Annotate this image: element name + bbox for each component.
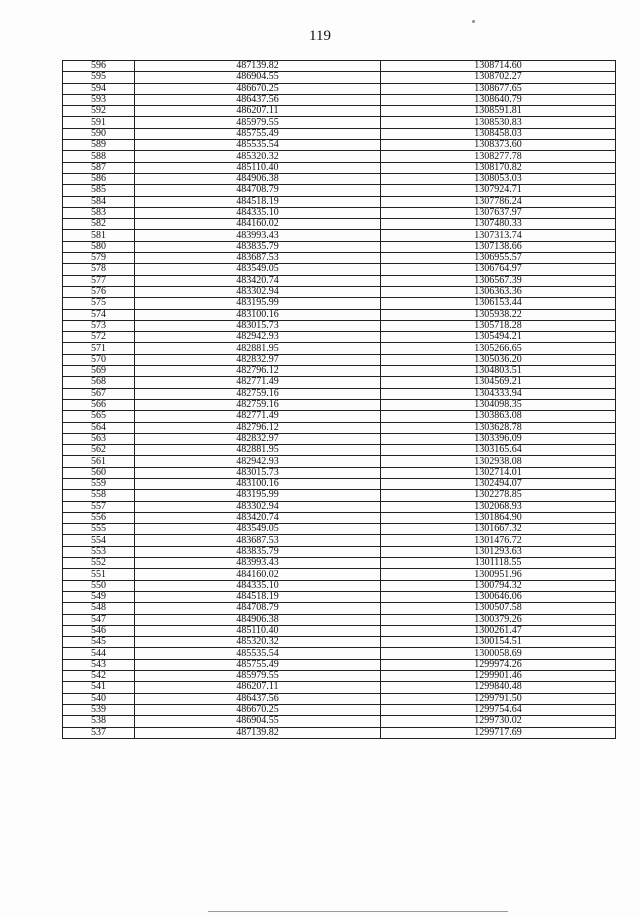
y-coordinate-cell: 1299974.26 bbox=[381, 659, 616, 670]
table-row bbox=[63, 535, 616, 546]
x-coordinate-cell: 483195.99 bbox=[135, 490, 381, 501]
table-row bbox=[63, 207, 616, 218]
table-row bbox=[63, 366, 616, 377]
x-coordinate-cell: 486670.25 bbox=[135, 83, 381, 94]
table-row bbox=[63, 253, 616, 264]
x-coordinate-cell: 483549.05 bbox=[135, 524, 381, 535]
y-coordinate-cell: 1303396.09 bbox=[381, 433, 616, 444]
x-coordinate-cell: 483302.94 bbox=[135, 501, 381, 512]
x-coordinate-cell: 483420.74 bbox=[135, 275, 381, 286]
y-coordinate-cell: 1301864.90 bbox=[381, 512, 616, 523]
x-coordinate-cell: 484518.19 bbox=[135, 591, 381, 602]
x-coordinate-cell: 482881.95 bbox=[135, 343, 381, 354]
table-row bbox=[63, 659, 616, 670]
x-coordinate-cell: 485755.49 bbox=[135, 659, 381, 670]
x-coordinate-cell: 485535.54 bbox=[135, 648, 381, 659]
point-number-cell: 560 bbox=[63, 467, 135, 478]
y-coordinate-cell: 1305938.22 bbox=[381, 309, 616, 320]
x-coordinate-cell: 485110.40 bbox=[135, 625, 381, 636]
x-coordinate-cell: 482759.16 bbox=[135, 399, 381, 410]
table-row bbox=[63, 230, 616, 241]
y-coordinate-cell: 1307786.24 bbox=[381, 196, 616, 207]
table-row bbox=[63, 478, 616, 489]
table-row bbox=[63, 501, 616, 512]
table-row bbox=[63, 241, 616, 252]
x-coordinate-cell: 484160.02 bbox=[135, 569, 381, 580]
y-coordinate-cell: 1308277.78 bbox=[381, 151, 616, 162]
point-number-cell: 577 bbox=[63, 275, 135, 286]
x-coordinate-cell: 483015.73 bbox=[135, 320, 381, 331]
x-coordinate-cell: 485535.54 bbox=[135, 140, 381, 151]
table-row bbox=[63, 456, 616, 467]
x-coordinate-cell: 486904.55 bbox=[135, 72, 381, 83]
table-row bbox=[63, 196, 616, 207]
point-number-cell: 541 bbox=[63, 682, 135, 693]
point-number-cell: 557 bbox=[63, 501, 135, 512]
x-coordinate-cell: 486437.56 bbox=[135, 94, 381, 105]
y-coordinate-cell: 1308373.60 bbox=[381, 140, 616, 151]
x-coordinate-cell: 484708.79 bbox=[135, 603, 381, 614]
x-coordinate-cell: 483100.16 bbox=[135, 309, 381, 320]
table-row bbox=[63, 286, 616, 297]
y-coordinate-cell: 1300794.32 bbox=[381, 580, 616, 591]
table-row bbox=[63, 83, 616, 94]
point-number-cell: 585 bbox=[63, 185, 135, 196]
table-row bbox=[63, 128, 616, 139]
x-coordinate-cell: 484906.38 bbox=[135, 614, 381, 625]
x-coordinate-cell: 483993.43 bbox=[135, 230, 381, 241]
point-number-cell: 574 bbox=[63, 309, 135, 320]
x-coordinate-cell: 483993.43 bbox=[135, 558, 381, 569]
y-coordinate-cell: 1303863.08 bbox=[381, 411, 616, 422]
table-row bbox=[63, 320, 616, 331]
point-number-cell: 572 bbox=[63, 332, 135, 343]
table-row bbox=[63, 591, 616, 602]
x-coordinate-cell: 482881.95 bbox=[135, 445, 381, 456]
x-coordinate-cell: 482796.12 bbox=[135, 366, 381, 377]
point-number-cell: 575 bbox=[63, 298, 135, 309]
y-coordinate-cell: 1301293.63 bbox=[381, 546, 616, 557]
page-bottom-rule bbox=[208, 911, 508, 912]
x-coordinate-cell: 483195.99 bbox=[135, 298, 381, 309]
point-number-cell: 570 bbox=[63, 354, 135, 365]
table-row bbox=[63, 309, 616, 320]
point-number-cell: 576 bbox=[63, 286, 135, 297]
y-coordinate-cell: 1304569.21 bbox=[381, 377, 616, 388]
y-coordinate-cell: 1299840.48 bbox=[381, 682, 616, 693]
scan-speck bbox=[472, 20, 475, 23]
y-coordinate-cell: 1306764.97 bbox=[381, 264, 616, 275]
y-coordinate-cell: 1308458.03 bbox=[381, 128, 616, 139]
x-coordinate-cell: 485320.32 bbox=[135, 637, 381, 648]
y-coordinate-cell: 1299754.64 bbox=[381, 704, 616, 715]
point-number-cell: 596 bbox=[63, 61, 135, 72]
x-coordinate-cell: 483015.73 bbox=[135, 467, 381, 478]
y-coordinate-cell: 1302068.93 bbox=[381, 501, 616, 512]
point-number-cell: 595 bbox=[63, 72, 135, 83]
point-number-cell: 594 bbox=[63, 83, 135, 94]
y-coordinate-cell: 1300058.69 bbox=[381, 648, 616, 659]
x-coordinate-cell: 483302.94 bbox=[135, 286, 381, 297]
y-coordinate-cell: 1300951.96 bbox=[381, 569, 616, 580]
x-coordinate-cell: 483687.53 bbox=[135, 535, 381, 546]
y-coordinate-cell: 1305494.21 bbox=[381, 332, 616, 343]
x-coordinate-cell: 482942.93 bbox=[135, 456, 381, 467]
x-coordinate-cell: 484160.02 bbox=[135, 219, 381, 230]
point-number-cell: 586 bbox=[63, 173, 135, 184]
y-coordinate-cell: 1308702.27 bbox=[381, 72, 616, 83]
x-coordinate-cell: 484906.38 bbox=[135, 173, 381, 184]
y-coordinate-cell: 1300261.47 bbox=[381, 625, 616, 636]
point-number-cell: 552 bbox=[63, 558, 135, 569]
y-coordinate-cell: 1302494.07 bbox=[381, 478, 616, 489]
point-number-cell: 546 bbox=[63, 625, 135, 636]
y-coordinate-cell: 1300646.06 bbox=[381, 591, 616, 602]
y-coordinate-cell: 1301476.72 bbox=[381, 535, 616, 546]
y-coordinate-cell: 1304333.94 bbox=[381, 388, 616, 399]
y-coordinate-cell: 1301667.32 bbox=[381, 524, 616, 535]
table-row bbox=[63, 106, 616, 117]
y-coordinate-cell: 1306153.44 bbox=[381, 298, 616, 309]
table-row bbox=[63, 614, 616, 625]
y-coordinate-cell: 1308591.81 bbox=[381, 106, 616, 117]
point-number-cell: 591 bbox=[63, 117, 135, 128]
table-row bbox=[63, 388, 616, 399]
point-number-cell: 562 bbox=[63, 445, 135, 456]
table-row bbox=[63, 671, 616, 682]
table-row bbox=[63, 185, 616, 196]
x-coordinate-cell: 482771.49 bbox=[135, 377, 381, 388]
point-number-cell: 555 bbox=[63, 524, 135, 535]
point-number-cell: 539 bbox=[63, 704, 135, 715]
y-coordinate-cell: 1304803.51 bbox=[381, 366, 616, 377]
table-row bbox=[63, 332, 616, 343]
table-row bbox=[63, 219, 616, 230]
table-row bbox=[63, 173, 616, 184]
point-number-cell: 571 bbox=[63, 343, 135, 354]
point-number-cell: 538 bbox=[63, 716, 135, 727]
x-coordinate-cell: 486437.56 bbox=[135, 693, 381, 704]
table-row bbox=[63, 162, 616, 173]
x-coordinate-cell: 483100.16 bbox=[135, 478, 381, 489]
x-coordinate-cell: 487139.82 bbox=[135, 727, 381, 738]
y-coordinate-cell: 1304098.35 bbox=[381, 399, 616, 410]
point-number-cell: 582 bbox=[63, 219, 135, 230]
point-number-cell: 580 bbox=[63, 241, 135, 252]
table-row bbox=[63, 704, 616, 715]
point-number-cell: 569 bbox=[63, 366, 135, 377]
point-number-cell: 564 bbox=[63, 422, 135, 433]
table-row bbox=[63, 94, 616, 105]
y-coordinate-cell: 1306567.39 bbox=[381, 275, 616, 286]
table-row bbox=[63, 716, 616, 727]
y-coordinate-cell: 1305036.20 bbox=[381, 354, 616, 365]
x-coordinate-cell: 484335.10 bbox=[135, 207, 381, 218]
point-number-cell: 581 bbox=[63, 230, 135, 241]
x-coordinate-cell: 486207.11 bbox=[135, 682, 381, 693]
x-coordinate-cell: 485979.55 bbox=[135, 671, 381, 682]
y-coordinate-cell: 1305718.28 bbox=[381, 320, 616, 331]
coordinate-table bbox=[62, 60, 616, 739]
y-coordinate-cell: 1300154.51 bbox=[381, 637, 616, 648]
y-coordinate-cell: 1307138.66 bbox=[381, 241, 616, 252]
point-number-cell: 589 bbox=[63, 140, 135, 151]
table-row bbox=[63, 490, 616, 501]
table-row bbox=[63, 580, 616, 591]
table-row bbox=[63, 727, 616, 738]
point-number-cell: 584 bbox=[63, 196, 135, 207]
table-row bbox=[63, 117, 616, 128]
point-number-cell: 590 bbox=[63, 128, 135, 139]
x-coordinate-cell: 484708.79 bbox=[135, 185, 381, 196]
point-number-cell: 556 bbox=[63, 512, 135, 523]
point-number-cell: 545 bbox=[63, 637, 135, 648]
y-coordinate-cell: 1307313.74 bbox=[381, 230, 616, 241]
y-coordinate-cell: 1301118.55 bbox=[381, 558, 616, 569]
point-number-cell: 579 bbox=[63, 253, 135, 264]
y-coordinate-cell: 1308714.60 bbox=[381, 61, 616, 72]
x-coordinate-cell: 485755.49 bbox=[135, 128, 381, 139]
point-number-cell: 578 bbox=[63, 264, 135, 275]
point-number-cell: 593 bbox=[63, 94, 135, 105]
table-row bbox=[63, 693, 616, 704]
point-number-cell: 565 bbox=[63, 411, 135, 422]
y-coordinate-cell: 1308640.79 bbox=[381, 94, 616, 105]
point-number-cell: 583 bbox=[63, 207, 135, 218]
table-row bbox=[63, 637, 616, 648]
table-row bbox=[63, 264, 616, 275]
x-coordinate-cell: 487139.82 bbox=[135, 61, 381, 72]
x-coordinate-cell: 485110.40 bbox=[135, 162, 381, 173]
table-row bbox=[63, 298, 616, 309]
y-coordinate-cell: 1308530.83 bbox=[381, 117, 616, 128]
point-number-cell: 588 bbox=[63, 151, 135, 162]
x-coordinate-cell: 483549.05 bbox=[135, 264, 381, 275]
table-row bbox=[63, 72, 616, 83]
point-number-cell: 587 bbox=[63, 162, 135, 173]
table-row bbox=[63, 625, 616, 636]
y-coordinate-cell: 1307480.33 bbox=[381, 219, 616, 230]
table-row bbox=[63, 569, 616, 580]
y-coordinate-cell: 1307924.71 bbox=[381, 185, 616, 196]
y-coordinate-cell: 1300379.26 bbox=[381, 614, 616, 625]
table-row bbox=[63, 354, 616, 365]
point-number-cell: 559 bbox=[63, 478, 135, 489]
y-coordinate-cell: 1302714.01 bbox=[381, 467, 616, 478]
point-number-cell: 568 bbox=[63, 377, 135, 388]
x-coordinate-cell: 483835.79 bbox=[135, 241, 381, 252]
point-number-cell: 540 bbox=[63, 693, 135, 704]
point-number-cell: 592 bbox=[63, 106, 135, 117]
point-number-cell: 549 bbox=[63, 591, 135, 602]
y-coordinate-cell: 1299901.46 bbox=[381, 671, 616, 682]
table-row bbox=[63, 524, 616, 535]
point-number-cell: 543 bbox=[63, 659, 135, 670]
x-coordinate-cell: 483687.53 bbox=[135, 253, 381, 264]
point-number-cell: 558 bbox=[63, 490, 135, 501]
point-number-cell: 554 bbox=[63, 535, 135, 546]
point-number-cell: 537 bbox=[63, 727, 135, 738]
y-coordinate-cell: 1299730.02 bbox=[381, 716, 616, 727]
point-number-cell: 573 bbox=[63, 320, 135, 331]
x-coordinate-cell: 486207.11 bbox=[135, 106, 381, 117]
x-coordinate-cell: 486904.55 bbox=[135, 716, 381, 727]
table-row bbox=[63, 558, 616, 569]
table-row bbox=[63, 445, 616, 456]
x-coordinate-cell: 482771.49 bbox=[135, 411, 381, 422]
y-coordinate-cell: 1306955.57 bbox=[381, 253, 616, 264]
y-coordinate-cell: 1307637.97 bbox=[381, 207, 616, 218]
table-row bbox=[63, 411, 616, 422]
table-row bbox=[63, 603, 616, 614]
x-coordinate-cell: 486670.25 bbox=[135, 704, 381, 715]
y-coordinate-cell: 1305266.65 bbox=[381, 343, 616, 354]
table-row bbox=[63, 648, 616, 659]
y-coordinate-cell: 1306363.36 bbox=[381, 286, 616, 297]
coordinate-table-body bbox=[63, 61, 616, 739]
table-row bbox=[63, 546, 616, 557]
point-number-cell: 551 bbox=[63, 569, 135, 580]
point-number-cell: 563 bbox=[63, 433, 135, 444]
y-coordinate-cell: 1308053.03 bbox=[381, 173, 616, 184]
x-coordinate-cell: 482942.93 bbox=[135, 332, 381, 343]
x-coordinate-cell: 482832.97 bbox=[135, 354, 381, 365]
table-row bbox=[63, 275, 616, 286]
y-coordinate-cell: 1302278.85 bbox=[381, 490, 616, 501]
table-row bbox=[63, 467, 616, 478]
point-number-cell: 544 bbox=[63, 648, 135, 659]
x-coordinate-cell: 482759.16 bbox=[135, 388, 381, 399]
point-number-cell: 566 bbox=[63, 399, 135, 410]
x-coordinate-cell: 484518.19 bbox=[135, 196, 381, 207]
point-number-cell: 548 bbox=[63, 603, 135, 614]
point-number-cell: 567 bbox=[63, 388, 135, 399]
page-number: 119 bbox=[309, 28, 331, 44]
point-number-cell: 550 bbox=[63, 580, 135, 591]
table-row bbox=[63, 151, 616, 162]
table-row bbox=[63, 377, 616, 388]
x-coordinate-cell: 483835.79 bbox=[135, 546, 381, 557]
x-coordinate-cell: 483420.74 bbox=[135, 512, 381, 523]
table-row bbox=[63, 512, 616, 523]
point-number-cell: 547 bbox=[63, 614, 135, 625]
y-coordinate-cell: 1303165.64 bbox=[381, 445, 616, 456]
point-number-cell: 542 bbox=[63, 671, 135, 682]
x-coordinate-cell: 484335.10 bbox=[135, 580, 381, 591]
y-coordinate-cell: 1303628.78 bbox=[381, 422, 616, 433]
y-coordinate-cell: 1299791.50 bbox=[381, 693, 616, 704]
x-coordinate-cell: 482832.97 bbox=[135, 433, 381, 444]
y-coordinate-cell: 1308170.82 bbox=[381, 162, 616, 173]
table-row bbox=[63, 433, 616, 444]
table-row bbox=[63, 399, 616, 410]
point-number-cell: 553 bbox=[63, 546, 135, 557]
table-row bbox=[63, 140, 616, 151]
table-row bbox=[63, 682, 616, 693]
x-coordinate-cell: 485320.32 bbox=[135, 151, 381, 162]
table-row bbox=[63, 422, 616, 433]
point-number-cell: 561 bbox=[63, 456, 135, 467]
y-coordinate-cell: 1300507.58 bbox=[381, 603, 616, 614]
y-coordinate-cell: 1302938.08 bbox=[381, 456, 616, 467]
y-coordinate-cell: 1299717.69 bbox=[381, 727, 616, 738]
table-row bbox=[63, 61, 616, 72]
x-coordinate-cell: 482796.12 bbox=[135, 422, 381, 433]
x-coordinate-cell: 485979.55 bbox=[135, 117, 381, 128]
table-row bbox=[63, 343, 616, 354]
y-coordinate-cell: 1308677.65 bbox=[381, 83, 616, 94]
